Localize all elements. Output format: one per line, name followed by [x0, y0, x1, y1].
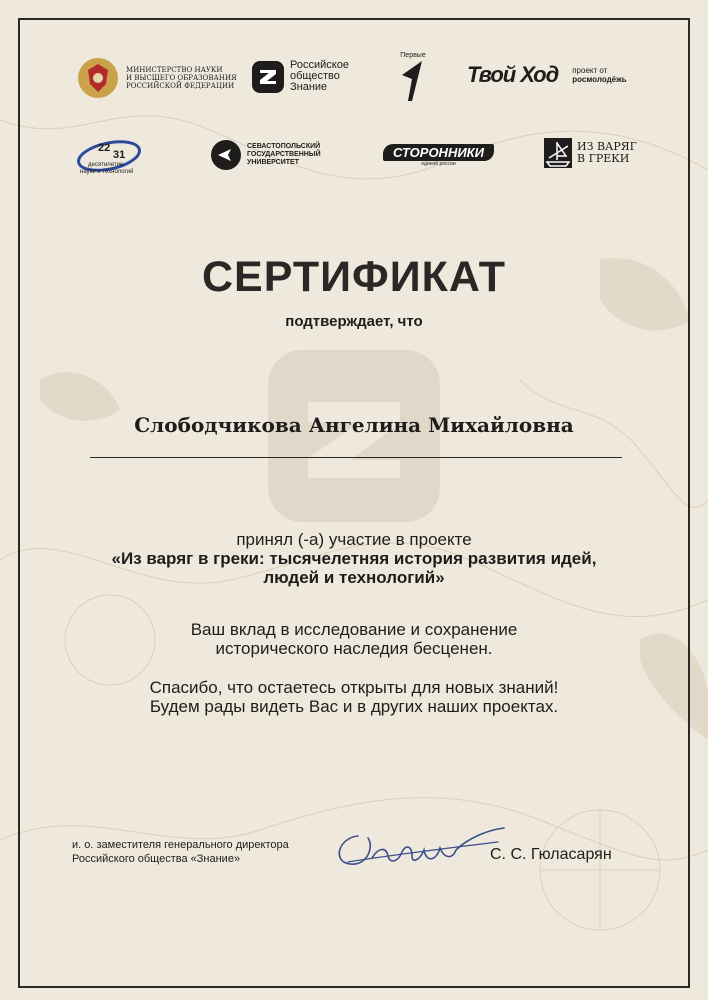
- signer-position: [72, 838, 289, 866]
- znanie-icon: [252, 61, 284, 93]
- sevsu-icon: [211, 140, 241, 170]
- znanie-line-2: общество: [290, 70, 340, 82]
- pervye-label: Первые: [400, 52, 426, 59]
- tvoy-hod-logo: [467, 62, 627, 88]
- sevsu-line-3: УНИВЕРСИТЕТ: [247, 159, 299, 166]
- pervye-logo: [398, 52, 428, 103]
- ministry-logo: [76, 56, 237, 100]
- decade-line-2: науки и технологий: [80, 169, 134, 175]
- znanie-line-3: Знание: [290, 81, 328, 93]
- recipient-name: Слободчикова Ангелина Михайловна: [134, 413, 574, 437]
- thanks-line-2: Будем рады видеть Вас и в других наших проектах.: [149, 697, 559, 716]
- varyag-line-1: ИЗ ВАРЯГ: [577, 140, 637, 153]
- storonniki-title: СТОРОННИКИ: [383, 144, 494, 161]
- signer-name: С. С. Гюласарян: [490, 846, 612, 863]
- znanie-logo: [252, 60, 349, 93]
- tvoy-hod-sub-2: росмолодёжь: [572, 75, 627, 84]
- ministry-line-2: И ВЫСШЕГО ОБРАЗОВАНИЯ: [126, 74, 237, 82]
- tvoy-hod-sub-1: проект от: [572, 66, 608, 75]
- signer-position-line-2: Российского общества «Знание»: [72, 853, 241, 865]
- storonniki-sub: единой россии: [421, 161, 456, 167]
- storonniki-logo: [383, 144, 494, 167]
- sevsu-logo: [211, 140, 321, 170]
- contribution-line-2: исторического наследия бесценен.: [215, 639, 493, 658]
- ministry-line-3: РОССИЙСКОЙ ФЕДЕРАЦИИ: [126, 82, 235, 90]
- coat-of-arms-icon: [76, 56, 120, 100]
- name-underline: [90, 457, 622, 458]
- pervye-icon: [398, 59, 428, 103]
- project-title-line-2: людей и технологий»: [263, 568, 445, 587]
- tvoy-hod-title: Твой Ход: [467, 62, 559, 87]
- signer-position-line-1: и. о. заместителя генерального директора: [72, 839, 289, 851]
- decade-num-1: 22: [98, 142, 111, 154]
- znanie-line-1: Российское: [290, 59, 349, 71]
- sevsu-line-1: СЕВАСТОПОЛЬСКИЙ: [247, 143, 321, 150]
- ministry-line-1: МИНИСТЕРСТВО НАУКИ: [126, 66, 223, 74]
- varyag-logo: [544, 138, 637, 168]
- decade-orbit-icon: [76, 136, 142, 176]
- confirms-text: подтверждает, что: [285, 313, 423, 330]
- handwritten-signature: [328, 818, 508, 878]
- project-title-line-1: «Из варяг в греки: тысячелетняя история развития идей,: [111, 549, 597, 568]
- participation-text: принял (-а) участие в проекте: [236, 530, 472, 549]
- thanks-line-1: Спасибо, что остаетесь открыты для новых знаний!: [149, 678, 559, 697]
- sevsu-line-2: ГОСУДАРСТВЕННЫЙ: [247, 151, 321, 158]
- varyag-line-2: В ГРЕКИ: [577, 152, 630, 165]
- certificate-title: СЕРТИФИКАТ: [201, 253, 507, 301]
- decade-num-2: 31: [113, 149, 126, 161]
- decade-line-1: десятилетие: [88, 162, 124, 168]
- contribution-line-1: Ваш вклад в исследование и сохранение: [190, 620, 518, 639]
- decade-logo: [76, 136, 142, 176]
- varyag-ship-icon: [544, 138, 572, 168]
